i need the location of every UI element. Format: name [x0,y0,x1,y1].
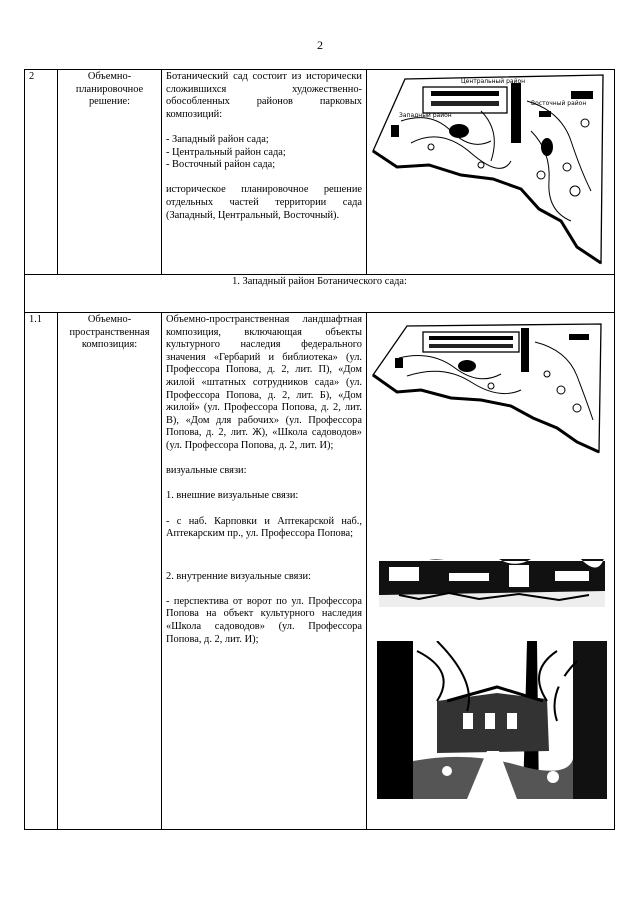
row-number: 2 [25,70,58,275]
embankment-photo [379,547,605,607]
row-description [162,313,367,830]
table-row-2 [25,70,615,275]
row-number: 1.1 [25,313,58,830]
paragraph: 2. внутренние визуальные связи: [166,570,311,582]
paragraph: Ботанический сад состоит из исторически сложившихся художественно-обособленных районов парковых композиций: [166,71,362,120]
paragraph: 1. внешние визуальные связи: [166,490,299,502]
row-description [162,70,367,275]
table-row-1-1 [25,313,615,830]
section-header-row [25,275,615,313]
western-district-plan [371,320,609,455]
paragraph: историческое планировочное решение отдельных частей территории сада (Западный, Центральный, Восточный). [166,184,362,221]
row-title: Объемно-пространственная композиция: [58,313,162,830]
list-item: - Западный район сада; [166,133,269,145]
paragraph: - перспектива от ворот по ул. Профессора Попова на объект культурного наследия «Школа садоводов» (ул. Профессора Попова, д. 2, лит. И); [166,595,362,645]
document-table [24,69,615,830]
list-item: - Восточный район сада; [166,159,276,171]
garden-plan-map [371,71,609,265]
image-cell [367,313,615,830]
image-cell [367,70,615,275]
map-label: Восточный район [531,100,587,107]
garden-perspective-photo [377,641,607,799]
row-title: Объемно-планировочное решение: [58,70,162,275]
paragraph: визуальные связи: [166,465,247,477]
map-label: Западный район [399,112,452,119]
paragraph: - с наб. Карповки и Аптекарской наб., Аптекарским пр., ул. Профессора Попова; [166,515,362,540]
paragraph: Объемно-пространственная ландшафтная композиция, включающая объекты культурного наследия федерального значения «Гербарий и библиотека» (ул. Профессора Попова, д. 2, лит. П), «Дом жилой «штатных сотрудников сада» (ул. Профессора Попова, д. 2, лит. Б), «Дом жилой» (ул. Профессора Попова, д. 2, лит. В), «Дом для рабочих» (ул. Профессора Попова, д. 2, лит. Ж), «Школа садоводов» (ул. Профессора Попова, д. 2, лит. И); [166,314,362,451]
list-item: - Центральный район сада; [166,146,286,158]
section-title: 1. Западный район Ботанического сада: [25,275,615,313]
page-number: 2 [317,38,323,52]
map-label: Центральный район [461,78,526,85]
